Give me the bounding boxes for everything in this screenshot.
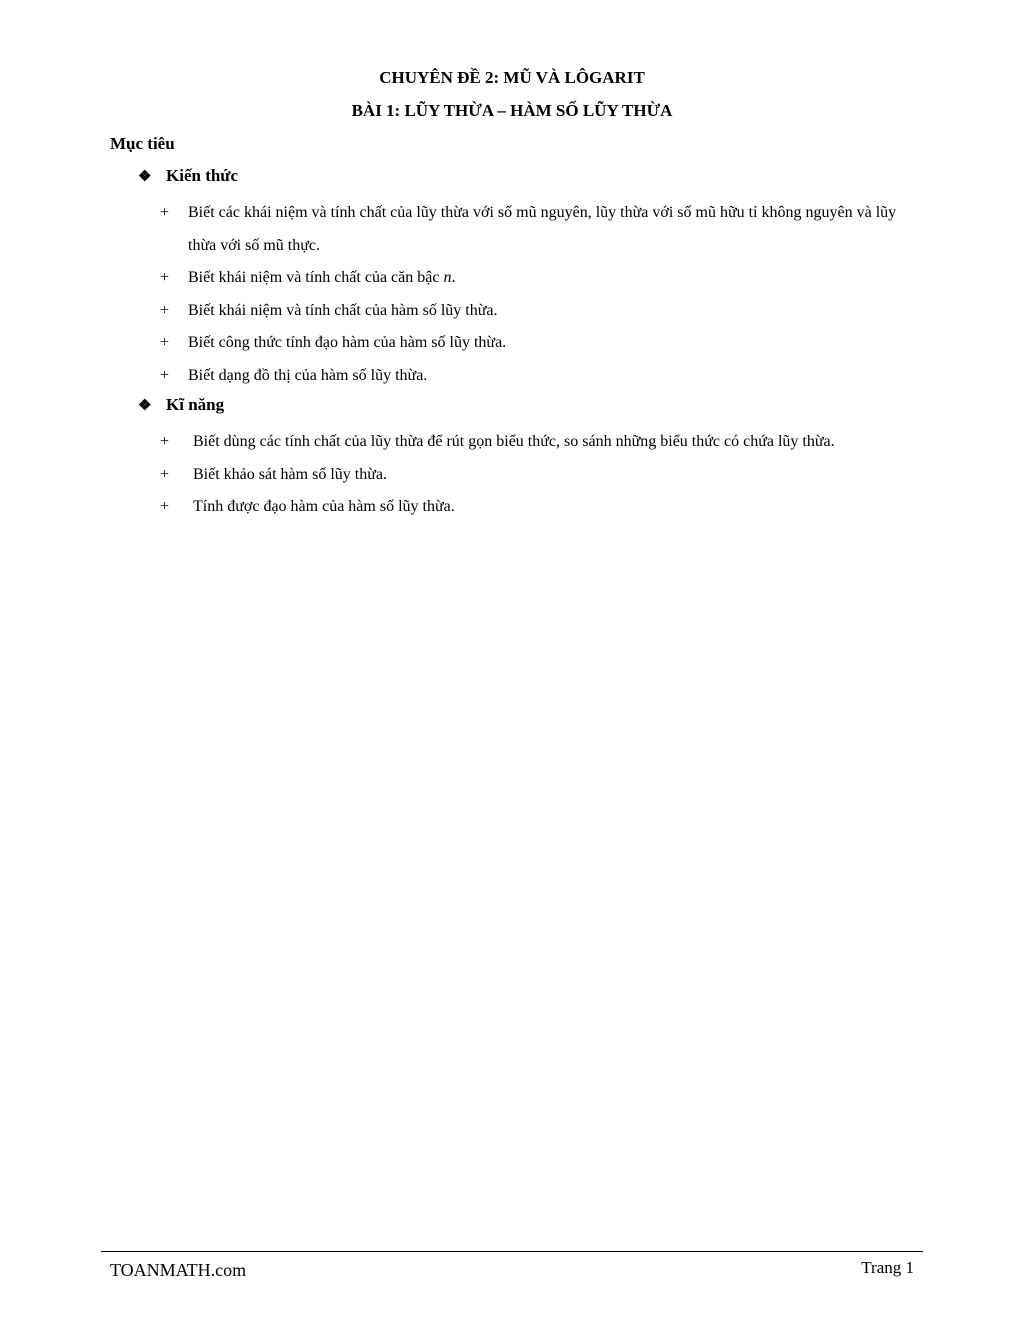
skills-section-heading [138,395,224,416]
lesson-title: BÀI 1: LŨY THỪA – HÀM SỐ LŨY THỪA [351,101,673,120]
plus-bullet-icon: + [160,465,170,483]
knowledge-section-heading [138,166,238,187]
plus-bullet-icon: + [160,301,170,319]
plus-bullet-icon: + [160,433,170,450]
skills-item-text: Tính được đạo hàm của hàm số lũy thừa. [193,498,455,515]
plus-bullet-icon: + [160,366,170,384]
skills-list [160,426,920,524]
diamond-bullet-icon: ❖ [138,398,152,414]
diamond-bullet-icon: ❖ [138,169,152,185]
list-item [160,459,920,492]
knowledge-item-text: Biết khái niệm và tính chất của hàm số lũy thừa. [188,301,498,319]
knowledge-item-text: Biết dạng đồ thị của hàm số lũy thừa. [188,366,428,384]
skills-item-text: Biết khảo sát hàm số lũy thừa. [193,465,387,483]
knowledge-item-text: Biết các khái niệm và tính chất của lũy thừa với số mũ nguyên, lũy thừa với số mũ hữu tỉ không nguyên và lũy thừa với số mũ thực. [188,204,897,254]
knowledge-list [160,197,920,392]
list-item [160,491,920,524]
objectives-heading: Mục tiêu [110,134,175,153]
plus-bullet-icon: + [160,334,170,351]
list-item [160,295,920,328]
footer-divider [101,1251,923,1252]
footer-site: TOANMATH.com [110,1260,247,1280]
topic-title: CHUYÊN ĐỀ 2: MŨ VÀ LÔGARIT [379,68,645,87]
knowledge-item-text: Biết công thức tính đạo hàm của hàm số lũy thừa. [188,334,507,351]
plus-bullet-icon: + [160,269,170,286]
knowledge-item-text: Biết khái niệm và tính chất của căn bậc n. [188,269,456,286]
list-item [160,360,920,393]
list-item [160,426,920,459]
page-number: Trang 1 [861,1258,914,1277]
list-item [160,327,920,360]
skills-heading-label: Kĩ năng [166,395,225,414]
plus-bullet-icon: + [160,498,170,515]
list-item [160,262,920,295]
list-item [160,197,920,262]
plus-bullet-icon: + [160,204,170,221]
skills-item-text: Biết dùng các tính chất của lũy thừa để rút gọn biểu thức, so sánh những biểu thức có chứa lũy thừa. [193,433,835,450]
knowledge-heading-label: Kiến thức [166,166,239,185]
